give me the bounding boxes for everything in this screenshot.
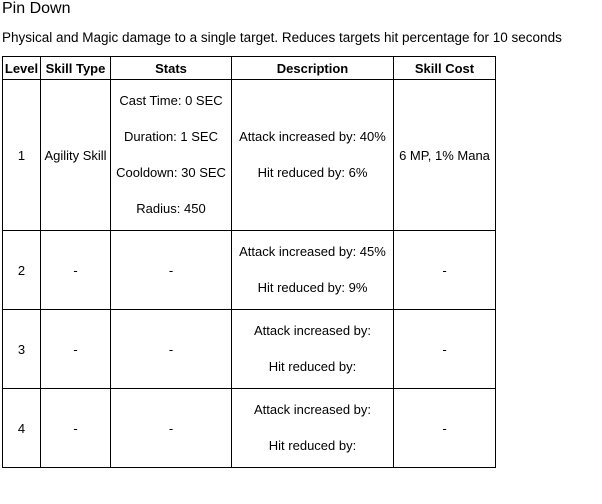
page-title: Pin Down [2, 0, 71, 17]
cell-skill-cost: - [394, 231, 496, 310]
cell-skill-cost: - [394, 389, 496, 468]
cell-skill-type: Agility Skill [41, 80, 111, 231]
cell-skill-cost: - [394, 310, 496, 389]
table-header-row [3, 57, 496, 80]
desc-attack: Attack increased by: [253, 402, 372, 417]
table-row [3, 231, 496, 310]
cell-description [232, 310, 394, 389]
stat-cooldown: Cooldown: 30 SEC [116, 165, 226, 180]
desc-attack: Attack increased by: 40% [239, 129, 386, 144]
header-level: Level [3, 57, 41, 80]
cell-level: 1 [3, 80, 41, 231]
cell-description [232, 389, 394, 468]
cell-stats: - [111, 389, 232, 468]
cell-skill-type: - [41, 231, 111, 310]
desc-attack: Attack increased by: 45% [239, 244, 386, 259]
stat-duration: Duration: 1 SEC [124, 129, 218, 144]
header-stats: Stats [111, 57, 232, 80]
skill-table [2, 56, 496, 468]
cell-level: 3 [3, 310, 41, 389]
table-row [3, 310, 496, 389]
desc-hit: Hit reduced by: 6% [257, 165, 368, 180]
desc-hit: Hit reduced by: 9% [257, 280, 368, 295]
desc-hit: Hit reduced by: [268, 438, 357, 453]
cell-stats [111, 80, 232, 231]
cell-description [232, 231, 394, 310]
cell-level: 2 [3, 231, 41, 310]
cell-skill-type: - [41, 310, 111, 389]
cell-stats: - [111, 231, 232, 310]
desc-hit: Hit reduced by: [268, 359, 357, 374]
page-subtitle: Physical and Magic damage to a single target. Reduces targets hit percentage for 10 seconds [2, 30, 562, 45]
header-skill-type: Skill Type [41, 57, 111, 80]
header-description: Description [232, 57, 394, 80]
header-skill-cost: Skill Cost [394, 57, 496, 80]
table-row [3, 389, 496, 468]
table-row [3, 80, 496, 231]
cell-stats: - [111, 310, 232, 389]
cell-description [232, 80, 394, 231]
stat-radius: Radius: 450 [136, 201, 206, 216]
cell-skill-cost: 6 MP, 1% Mana [394, 80, 496, 231]
stat-cast-time: Cast Time: 0 SEC [119, 93, 223, 108]
cell-skill-type: - [41, 389, 111, 468]
desc-attack: Attack increased by: [253, 323, 372, 338]
cell-level: 4 [3, 389, 41, 468]
